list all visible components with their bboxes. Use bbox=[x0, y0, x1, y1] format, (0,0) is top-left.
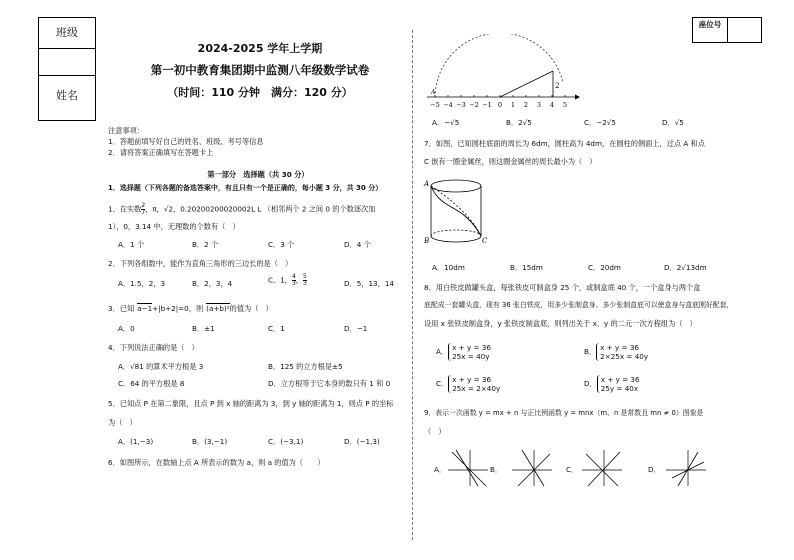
name-label: 姓名 bbox=[56, 89, 78, 102]
q7-stem-b: C 嵌有一圈金属丝，则这圈金属丝的周长最小为（ ） bbox=[424, 157, 597, 166]
q1-stem-c: ，0.20200200020002L L （相邻两个 2 之间 0 的个数逐次加 bbox=[173, 204, 376, 214]
q8-stem-c: 设用 x 张铁皮制盒身，y 张铁皮制盒底，则列出关于 x、y 的二元一次方程组为（ ） bbox=[424, 319, 697, 328]
q1-option-c[interactable]: C．3 个 bbox=[268, 240, 295, 249]
q6-tick-label: 0 bbox=[497, 101, 503, 109]
q4-option-c[interactable]: C．64 的平方根是 8 bbox=[118, 379, 185, 388]
q1-option-d[interactable]: D．4 个 bbox=[344, 240, 371, 249]
q2-option-d[interactable]: D．5，13，14 bbox=[344, 279, 394, 288]
title-year: 2024-2025 学年上学期 bbox=[197, 42, 323, 55]
q8-option-b-label: B． bbox=[584, 347, 597, 356]
q5-option-b[interactable]: B．(3,−1) bbox=[192, 437, 228, 446]
q2-option-a[interactable]: A．1.5，2，3 bbox=[118, 279, 166, 288]
q5-option-d[interactable]: D．(−1,3) bbox=[344, 437, 380, 446]
q6-height-label: 2 bbox=[555, 82, 560, 90]
q7-label-b: B bbox=[424, 237, 430, 245]
q7-top-ellipse bbox=[431, 180, 481, 192]
q7-stem-a: 7．如图，已知圆柱底面的周长为 6dm，圆柱高为 4dm，在圆柱的侧面上，过点 A 和点 bbox=[424, 139, 705, 148]
q9-option-c[interactable]: C． bbox=[566, 465, 579, 474]
q2-option-b[interactable]: B．2，3，4 bbox=[192, 279, 233, 288]
q1-stem-b: ，π， bbox=[145, 204, 164, 214]
q6-tick-label: −1 bbox=[482, 101, 492, 109]
q9-graph-c bbox=[580, 448, 624, 488]
q3-option-d[interactable]: D．−1 bbox=[344, 324, 368, 333]
q7-wire-back bbox=[431, 186, 481, 236]
student-id-box bbox=[38, 17, 96, 121]
q6-tick-label: −5 bbox=[430, 101, 440, 109]
q7-option-b[interactable]: B．15dm bbox=[510, 263, 543, 272]
q8-option-d[interactable] bbox=[584, 375, 640, 393]
q3-option-b[interactable]: B．±1 bbox=[192, 324, 215, 333]
q8-stem-b: 底配成一套罐头盒，现有 36 张白铁皮，用多少张制盒身、多少张制盒底可以使盒身与盒底刚好配套， bbox=[424, 301, 734, 309]
q9-option-d[interactable]: D． bbox=[648, 465, 661, 474]
q8-option-c-eq1: x + y = 36 bbox=[452, 375, 492, 384]
q6-axis-arrow bbox=[575, 95, 580, 100]
q2-option-c[interactable]: C．1， $\frac{4}{3}$ ， $\frac{5}{3}$ bbox=[268, 273, 307, 287]
notice-line1: 1．答题前填写好自己的姓名、班级、考号等信息 bbox=[108, 137, 264, 146]
q7-option-a[interactable]: A．10dm bbox=[432, 263, 465, 272]
q7-label-a: A bbox=[424, 180, 430, 188]
q6-tick-label: 4 bbox=[549, 101, 555, 109]
q7-bottom-front bbox=[431, 236, 481, 242]
q4-stem: 4．下列说法正确的是（ ） bbox=[108, 343, 199, 352]
q3-option-a[interactable]: A．0 bbox=[118, 324, 135, 333]
q8-option-c-label: C． bbox=[436, 379, 449, 388]
q6-option-c[interactable]: C．−2√5 bbox=[584, 118, 616, 127]
q9-option-a[interactable]: A． bbox=[434, 465, 447, 474]
q4-option-b[interactable]: B．125 的立方根是±5 bbox=[268, 362, 343, 371]
class-input-area[interactable] bbox=[39, 49, 95, 76]
q4-option-d[interactable]: D．立方根等于它本身的数只有 1 和 0 bbox=[268, 379, 391, 388]
class-label: 班级 bbox=[39, 18, 95, 49]
q6-tick-label: 5 bbox=[562, 101, 568, 109]
q4-option-a[interactable]: A．√81 的算术平方根是 3 bbox=[118, 362, 204, 371]
q1-stem-d: 1），0，3.14 中，无理数的个数有（ ） bbox=[108, 222, 240, 231]
title-time: （时间：110 分钟 满分：120 分） bbox=[167, 86, 353, 99]
q5-stem-a: 5．已知点 P 在第二象限，且点 P 到 x 轴的距离为 3，到 y 轴的距离为 1，则点 P 的坐标 bbox=[108, 399, 394, 408]
q6-stem: 6．如图所示，在数轴上点 A 所表示的数为 a，则 a 的值为（ ） bbox=[108, 458, 325, 467]
q6-tick-label: −4 bbox=[443, 101, 453, 109]
q6-point-label: A bbox=[431, 89, 436, 96]
q6-tick-label: 1 bbox=[510, 101, 516, 109]
q9-graph-a bbox=[446, 448, 490, 488]
q8-option-c-eq2: 25x = 2×40y bbox=[452, 384, 501, 393]
q8-option-b-eq2: 2×25x = 40y bbox=[600, 352, 649, 361]
page-divider bbox=[412, 30, 413, 540]
q9-stem-b: （ ） bbox=[424, 427, 446, 436]
q8-option-c[interactable] bbox=[436, 375, 500, 393]
q7-wire-front bbox=[431, 186, 481, 236]
q3-option-c[interactable]: C．1 bbox=[268, 324, 285, 333]
q1-option-a[interactable]: A．1 个 bbox=[118, 240, 145, 249]
q5-stem-b: 为（ ） bbox=[108, 418, 137, 427]
q6-tick-label: 3 bbox=[536, 101, 542, 109]
q9-stem-a: 9．表示一次函数 y = mx + n 与正比例函数 y = mnx（m、n 是常数且 mn ≠ 0）图象是 bbox=[424, 409, 704, 417]
q8-option-a[interactable] bbox=[436, 343, 491, 361]
q3-stem: 3．已知 a−1+|b+2|=0，则 (a+b)²的值为（ ） bbox=[108, 304, 273, 313]
q6-option-a[interactable]: A．−√5 bbox=[432, 118, 460, 127]
part1-heading: 第一部分 选择题（共 30 分） bbox=[207, 170, 309, 179]
q1-stem-a: 1．在实数 bbox=[108, 204, 142, 214]
q8-option-a-eq2: 25x = 40y bbox=[452, 352, 490, 361]
q7-cylinder-figure bbox=[422, 172, 494, 252]
q6-hypotenuse bbox=[500, 71, 553, 97]
q3-stem-c: 的值为（ ） bbox=[229, 304, 273, 313]
q9-graph-b bbox=[510, 448, 554, 488]
q8-option-d-label: D． bbox=[584, 379, 597, 388]
q6-tick-label: 2 bbox=[523, 101, 529, 109]
q8-option-d-eq1: x + y = 36 bbox=[600, 375, 640, 384]
q8-stem-a: 8．用白铁皮做罐头盒，每张铁皮可制盒身 25 个，或制盒底 40 个，一个盒身与两个盒 bbox=[424, 283, 701, 292]
q5-option-c[interactable]: C．(−3,1) bbox=[268, 437, 304, 446]
q6-option-d[interactable]: D．√5 bbox=[662, 118, 684, 127]
q7-bottom-back bbox=[431, 230, 481, 236]
q9-graph-d bbox=[664, 448, 708, 488]
q2-stem: 2．下列各组数中，能作为直角三角形的三边长的是（ ） bbox=[108, 259, 293, 268]
q3-stem-a: 3．已知 bbox=[108, 304, 135, 313]
q2-option-c-text: C．1， bbox=[268, 275, 292, 285]
q7-label-c: C bbox=[482, 237, 488, 245]
q8-option-d-eq2: 25y = 40x bbox=[600, 384, 639, 393]
q8-option-a-eq1: x + y = 36 bbox=[452, 343, 491, 352]
seat-label: 座位号 bbox=[693, 18, 728, 43]
seat-input-area[interactable] bbox=[728, 18, 761, 42]
q1-stem: 1．在实数 $\frac{2}{7}$ ，π，√2，0.20200200020002L L （相邻两个 2 之间 0 的个数逐次加 bbox=[108, 202, 376, 216]
q8-option-b-eq1: x + y = 36 bbox=[600, 343, 639, 352]
q7-option-d[interactable]: D．2√13dm bbox=[664, 263, 707, 272]
q6-tick-label: −3 bbox=[456, 101, 466, 109]
q7-option-c[interactable]: C．20dm bbox=[588, 263, 621, 272]
seat-number-box bbox=[692, 17, 762, 43]
q8-option-a-label: A． bbox=[436, 347, 449, 356]
notice-line2: 2．请将答案正确填写在答题卡上 bbox=[108, 148, 214, 157]
q3-stem-b: ，则 bbox=[188, 304, 204, 313]
q6-tick-label: −2 bbox=[469, 101, 479, 109]
notice-heading: 注意事项： bbox=[108, 126, 144, 135]
q6-option-b[interactable]: B．2√5 bbox=[506, 118, 532, 127]
q6-arc bbox=[435, 34, 563, 97]
q6-number-line-figure bbox=[425, 34, 585, 112]
part1-instruction: 1．选择题（下列各题的备选答案中，有且只有一个是正确的，每小题 3 分，共 30 分） bbox=[108, 184, 383, 192]
q8-option-b[interactable] bbox=[584, 343, 648, 361]
q1-option-b[interactable]: B．2 个 bbox=[192, 240, 219, 249]
title-main: 第一初中教育集团期中监测八年级数学试卷 bbox=[150, 63, 370, 77]
q5-option-a[interactable]: A．(1,−3) bbox=[118, 437, 154, 446]
q9-option-b[interactable]: B． bbox=[490, 465, 503, 474]
